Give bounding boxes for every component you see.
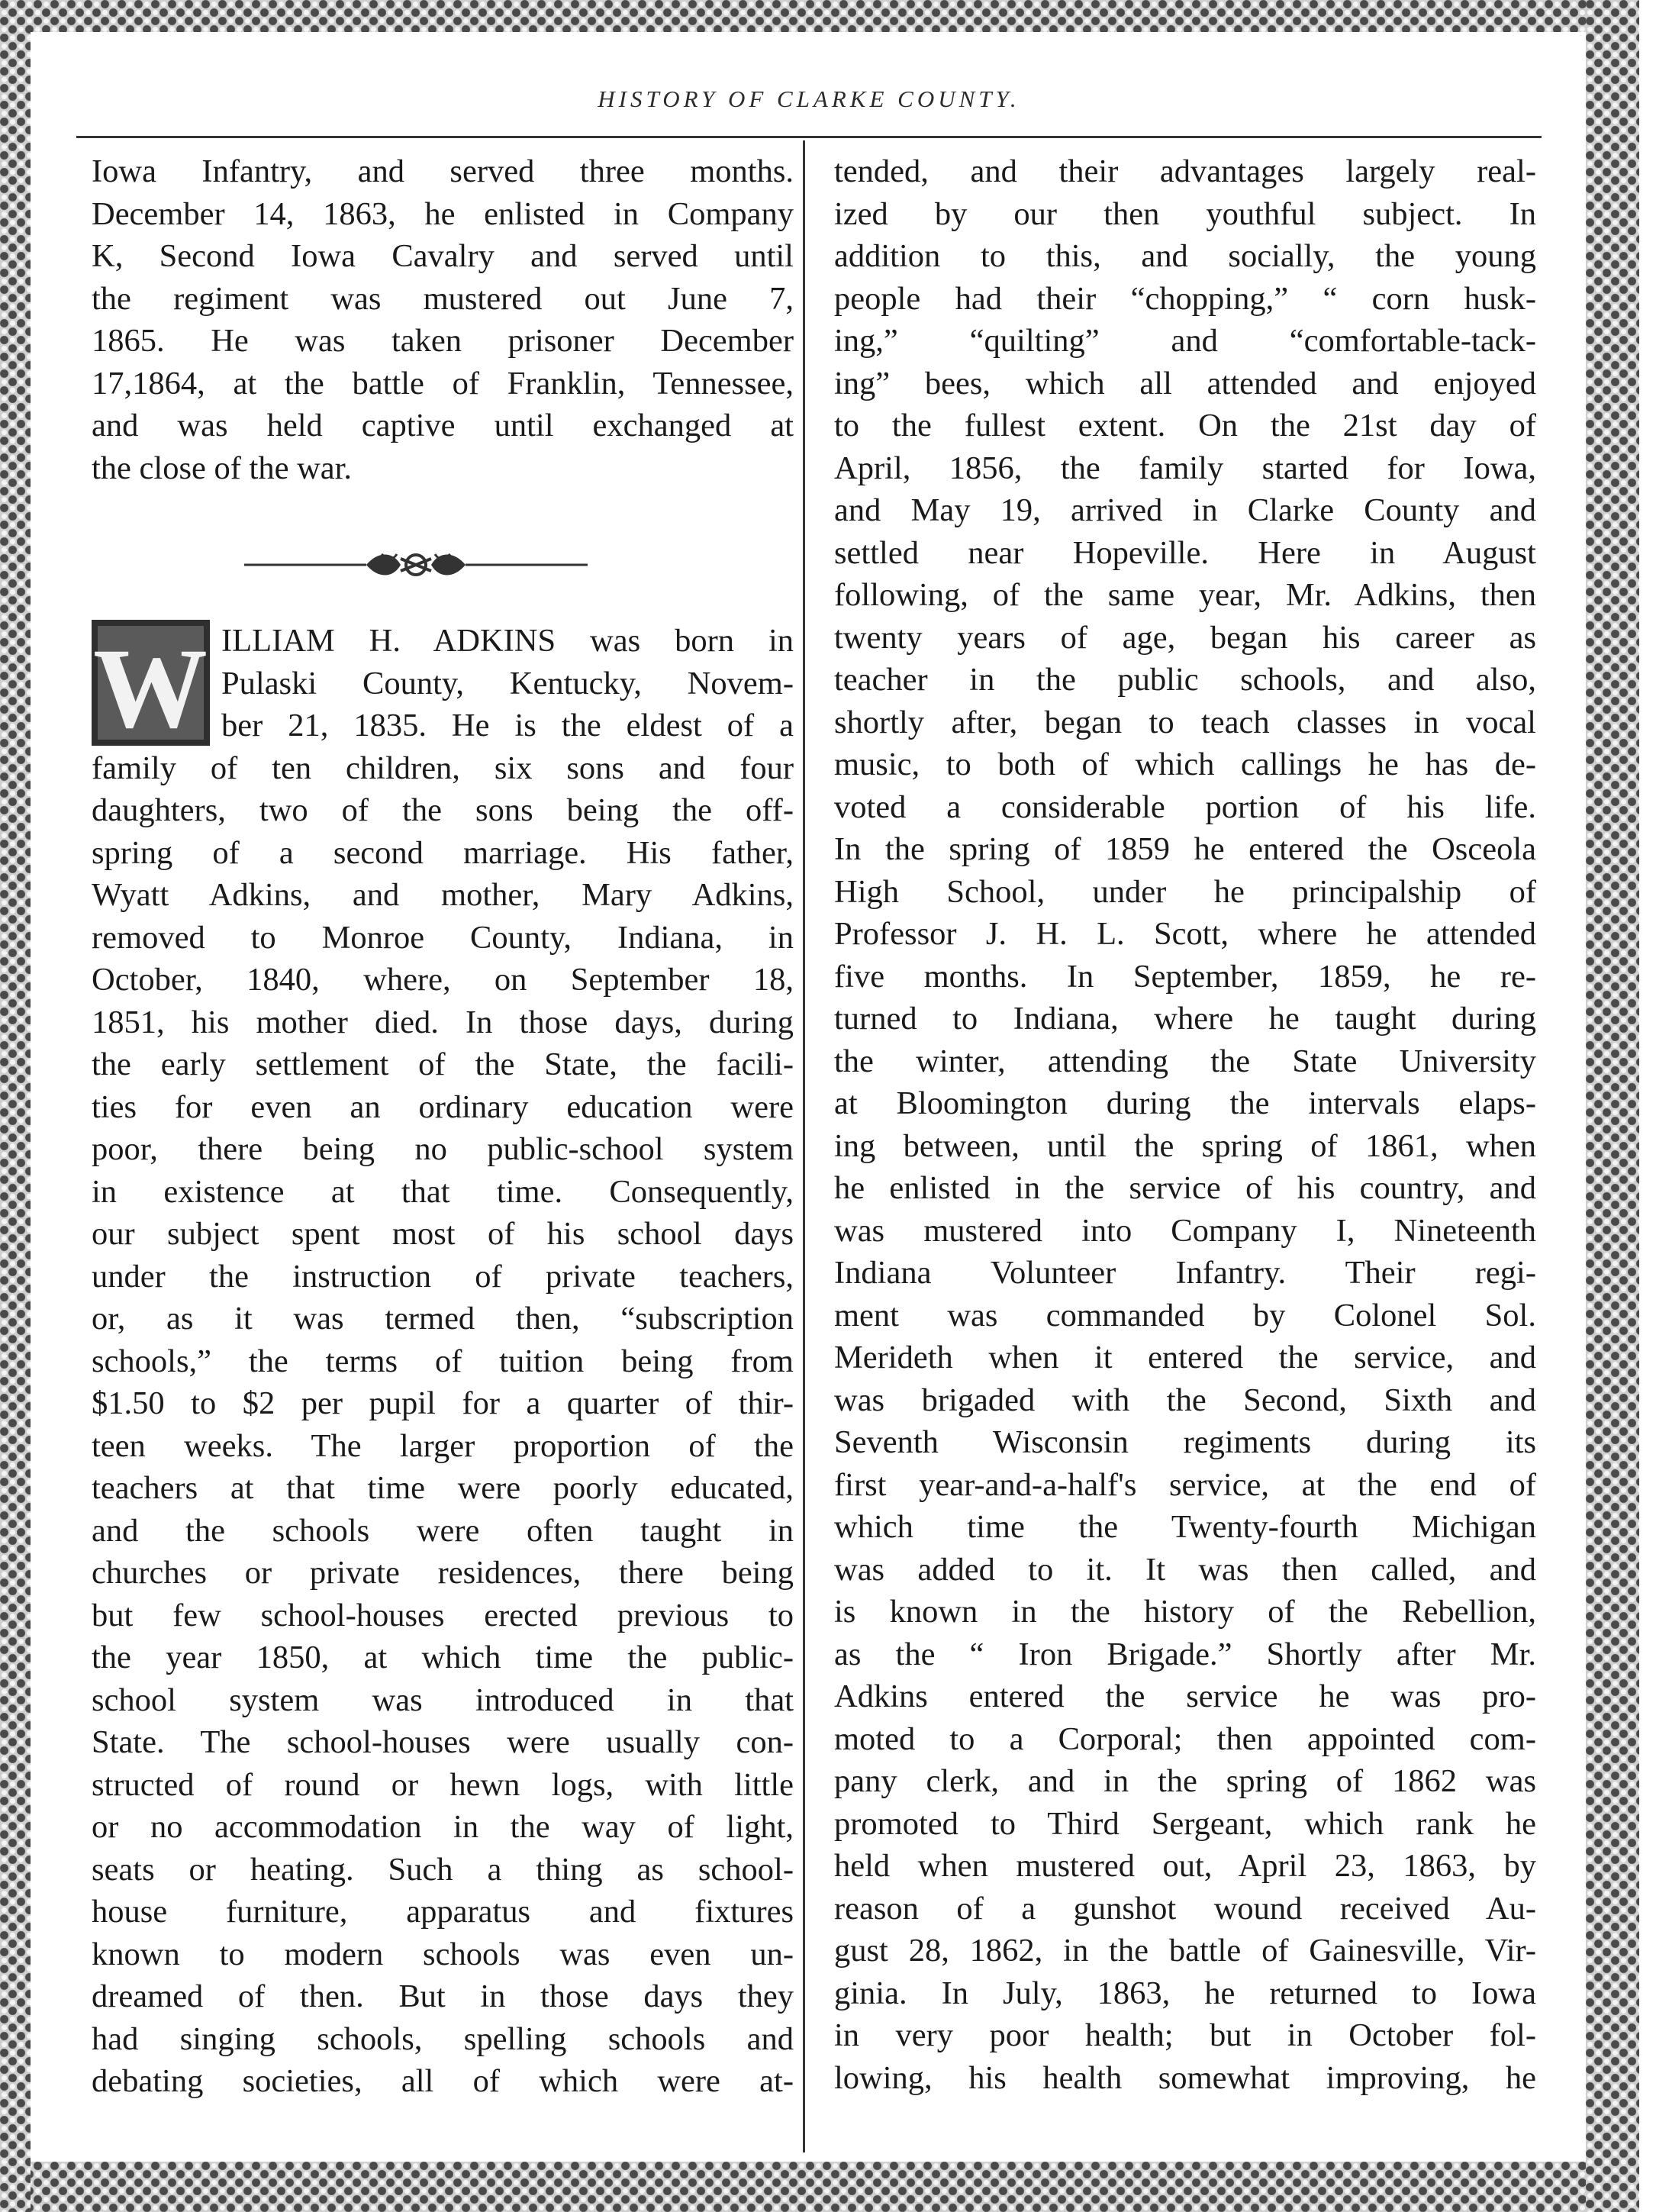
text-line: moted to a Corporal; then appointed com- (834, 1720, 1536, 1757)
text-line: was brigaded with the Second, Sixth and (834, 1382, 1536, 1418)
text-line: structed of round or hewn logs, with little (92, 1766, 794, 1803)
text-line: High School, under he principalship of (834, 873, 1536, 910)
text-line: voted a considerable portion of his life. (834, 788, 1536, 825)
text-line: teen weeks. The larger proportion of the (92, 1427, 794, 1464)
text-line: first year-and-a-half's service, at the end of (834, 1466, 1536, 1503)
text-line: teachers at that time were poorly educated, (92, 1470, 794, 1506)
text-line: Iowa Infantry, and served three months. (92, 153, 794, 189)
text-line: twenty years of age, began his career as (834, 619, 1536, 656)
text-line: known to modern schools was even un- (92, 1936, 794, 1972)
text-line: or no accommodation in the way of light, (92, 1809, 794, 1845)
text-line: but few school-houses erected previous to (92, 1597, 794, 1633)
text-line: seats or heating. Such a thing as school- (92, 1851, 794, 1888)
drop-cap-letter: W (93, 625, 208, 746)
text-line: as the “ Iron Brigade.” Shortly after Mr. (834, 1636, 1536, 1672)
text-line: promoted to Third Sergeant, which rank he (834, 1805, 1536, 1842)
text-line: reason of a gunshot wound received Au- (834, 1890, 1536, 1927)
text-line: $1.50 to $2 per pupil for a quarter of thir- (92, 1385, 794, 1421)
text-line: was added to it. It was then called, and (834, 1551, 1536, 1588)
text-line: dreamed of then. But in those days they (92, 1978, 794, 2014)
text-line: Merideth when it entered the service, and (834, 1340, 1536, 1375)
text-line: or, as it was termed then, “subscription (92, 1301, 794, 1337)
text-line: tended, and their advantages largely real- (834, 153, 1536, 189)
text-line: poor, there being no public-school system (92, 1131, 794, 1167)
text-line: settled near Hopeville. Here in August (834, 534, 1536, 571)
text-line: family of ten children, six sons and four (92, 750, 794, 786)
text-line: schools,” the terms of tuition being from (92, 1343, 794, 1379)
text-line: the early settlement of the State, the facili- (92, 1046, 794, 1082)
text-line: music, to both of which callings he has de- (834, 746, 1536, 782)
text-line: under the instruction of private teachers, (92, 1258, 794, 1295)
text-line: October, 1840, where, on September 18, (92, 962, 794, 998)
text-line: ginia. In July, 1863, he returned to Iowa (834, 1975, 1536, 2011)
text-line: ber 21, 1835. He is the eldest of a (221, 708, 794, 743)
text-line: ILLIAM H. ADKINS was born in (221, 623, 794, 659)
text-line: turned to Indiana, where he taught during (834, 1001, 1536, 1037)
text-line: which time the Twenty-fourth Michigan (834, 1509, 1536, 1545)
text-line: ment was commanded by Colonel Sol. (834, 1297, 1536, 1333)
ornament-divider-icon (244, 543, 588, 586)
text-line: State. The school-houses were usually con- (92, 1724, 794, 1760)
text-line: Adkins entered the service he was pro- (834, 1678, 1536, 1714)
text-line: April, 1856, the family started for Iowa, (834, 450, 1536, 486)
text-line: our subject spent most of his school days (92, 1216, 794, 1252)
text-line: teacher in the public schools, and also, (834, 662, 1536, 698)
left-column-top (92, 150, 794, 489)
text-line: the winter, attending the State University (834, 1043, 1536, 1079)
border-left (0, 0, 31, 2212)
text-line: the regiment was mustered out June 7, (92, 280, 794, 317)
text-line: five months. In September, 1859, he re- (834, 958, 1536, 995)
text-line: In the spring of 1859 he entered the Osceola (834, 831, 1536, 867)
header-rule (76, 136, 1542, 138)
border-bottom (0, 2162, 1656, 2212)
text-line: and was held captive until exchanged at (92, 408, 794, 443)
text-line: addition to this, and socially, the young (834, 238, 1536, 274)
text-line: gust 28, 1862, in the battle of Gainesville, Vir- (834, 1933, 1536, 1969)
text-line: in existence at that time. Consequently, (92, 1173, 794, 1210)
text-line: ties for even an ordinary education were (92, 1088, 794, 1125)
text-line: in very poor health; but in October fol- (834, 2017, 1536, 2053)
biography-left (92, 620, 794, 2103)
right-column (834, 150, 1536, 2099)
text-line: school system was introduced in that (92, 1682, 794, 1718)
border-top (0, 0, 1656, 32)
text-line: debating societies, all of which were at- (92, 2063, 794, 2099)
text-line: he enlisted in the service of his country, and (834, 1170, 1536, 1206)
text-line: 1865. He was taken prisoner December (92, 323, 794, 359)
text-line: December 14, 1863, he enlisted in Company (92, 195, 794, 232)
column-divider (803, 140, 805, 2152)
text-line: ing” bees, which all attended and enjoyed (834, 365, 1536, 401)
text-line: Professor J. H. L. Scott, where he attended (834, 916, 1536, 952)
text-line: had singing schools, spelling schools and (92, 2020, 794, 2057)
text-line: and May 19, arrived in Clarke County and (834, 492, 1536, 528)
text-line: at Bloomington during the intervals elaps- (834, 1085, 1536, 1121)
text-line: shortly after, began to teach classes in vocal (834, 704, 1536, 740)
text-line: the close of the war. (92, 450, 353, 486)
text-line: daughters, two of the sons being the off- (92, 792, 794, 828)
text-line: the year 1850, at which time the public- (92, 1640, 794, 1675)
text-line: Seventh Wisconsin regiments during its (834, 1424, 1536, 1460)
text-line: lowing, his health somewhat improving, he (834, 2059, 1536, 2096)
text-line: pany clerk, and in the spring of 1862 was (834, 1763, 1536, 1799)
text-line: was mustered into Company I, Nineteenth (834, 1212, 1536, 1249)
running-head: HISTORY OF CLARKE COUNTY. (598, 85, 1020, 112)
text-line: spring of a second marriage. His father, (92, 834, 794, 871)
text-line: to the fullest extent. On the 21st day of (834, 408, 1536, 443)
text-line: Wyatt Adkins, and mother, Mary Adkins, (92, 877, 794, 913)
text-line: house furniture, apparatus and fixtures (92, 1894, 794, 1930)
text-line: and the schools were often taught in (92, 1512, 794, 1549)
text-line: people had their “chopping,” “ corn husk- (834, 280, 1536, 317)
text-line: ized by our then youthful subject. In (834, 195, 1536, 232)
text-line: held when mustered out, April 23, 1863, by (834, 1848, 1536, 1884)
text-line: ing,” “quilting” and “comfortable-tack- (834, 323, 1536, 359)
text-line: churches or private residences, there being (92, 1555, 794, 1591)
text-line: removed to Monroe County, Indiana, in (92, 919, 794, 956)
text-line: Indiana Volunteer Infantry. Their regi- (834, 1255, 1536, 1291)
text-line: ing between, until the spring of 1861, when (834, 1127, 1536, 1164)
text-line: following, of the same year, Mr. Adkins, then (834, 577, 1536, 613)
left-body (92, 747, 794, 2103)
border-right (1586, 0, 1656, 2212)
text-line: K, Second Iowa Cavalry and served until (92, 238, 794, 274)
text-line: is known in the history of the Rebellion, (834, 1594, 1536, 1630)
text-line: 1851, his mother died. In those days, during (92, 1004, 794, 1040)
text-line: 17,1864, at the battle of Franklin, Tennessee, (92, 365, 794, 401)
text-line: Pulaski County, Kentucky, Novem- (221, 665, 794, 701)
